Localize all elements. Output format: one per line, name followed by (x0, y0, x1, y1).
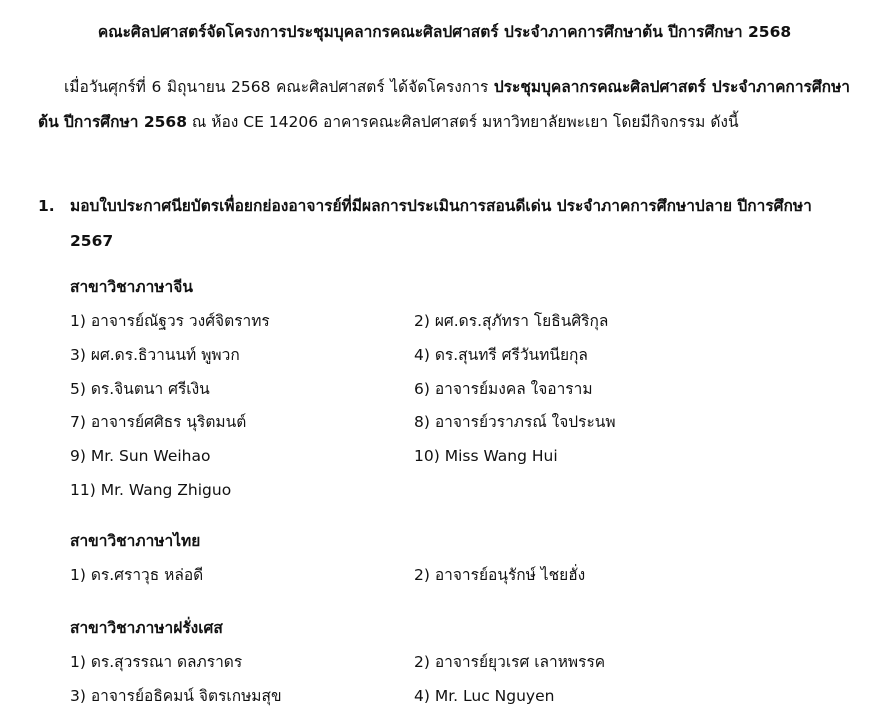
person-item: 7) อาจารย์ศศิธร นุริตมนต์ (70, 413, 247, 431)
person-item: 4) Mr. Luc Nguyen (414, 687, 555, 705)
person-item: 2) ผศ.ดร.สุภัทรา โยธินศิริกุล (414, 312, 609, 330)
person-item: 4) ดร.สุนทรี ศรีวันทนียกุล (414, 346, 588, 364)
person-item: 1) ดร.สุวรรณา ดลภราดร (70, 653, 243, 671)
intro-text-part1: เมื่อวันศุกร์ที่ 6 มิถุนายน 2568 คณะศิลปศาสตร์ ได้จัดโครงการ (64, 78, 494, 96)
document-title: คณะศิลปศาสตร์จัดโครงการประชุมบุคลากรคณะศิลปศาสตร์ ประจำภาคการศึกษาต้น ปีการศึกษา 2568 (97, 23, 792, 41)
person-item: 3) อาจารย์อธิคมน์ จิตรเกษมสุข (70, 687, 282, 705)
person-item: 8) อาจารย์วราภรณ์ ใจประนพ (414, 413, 616, 431)
person-item: 10) Miss Wang Hui (414, 447, 558, 465)
person-item: 1) อาจารย์ณัฐวร วงศ์จิตราทร (70, 312, 270, 330)
person-item: 3) ผศ.ดร.ธิวานนท์ พูพวก (70, 346, 240, 364)
intro-bold-project-name: ประชุมบุคลากรคณะศิลปศาสตร์ ประจำภาคการศึกษาต้น ปีการศึกษา 2568 (38, 78, 850, 131)
item-heading: มอบใบประกาศนียบัตรเพื่อยกย่องอาจารย์ที่มีผลการประเมินการสอนดีเด่น ประจำภาคการศึกษาปลาย ปีการศึกษา 2567 (70, 197, 812, 250)
intro-text-part2: ณ ห้อง CE 14206 อาคารคณะศิลปศาสตร์ มหาวิทยาลัยพะเยา โดยมีกิจกรรม ดังนี้ (187, 113, 739, 131)
person-item: 1) ดร.ศราวุธ หล่อดี (70, 566, 204, 584)
person-item: 5) ดร.จินตนา ศรีเงิน (70, 380, 210, 398)
intro-paragraph (38, 70, 850, 140)
department-title-french: สาขาวิชาภาษาฝรั่งเศส (70, 619, 223, 637)
person-item: 9) Mr. Sun Weihao (70, 447, 211, 465)
person-item: 2) อาจารย์ยุวเรศ เลาหพรรค (414, 653, 606, 671)
person-item: 2) อาจารย์อนุรักษ์ ไชยฮั่ง (414, 566, 586, 584)
item-number: 1. (38, 197, 55, 215)
department-title-chinese: สาขาวิชาภาษาจีน (70, 278, 193, 296)
person-item: 11) Mr. Wang Zhiguo (70, 481, 232, 499)
department-title-thai: สาขาวิชาภาษาไทย (70, 532, 201, 550)
person-item: 6) อาจารย์มงคล ใจอาราม (414, 380, 593, 398)
